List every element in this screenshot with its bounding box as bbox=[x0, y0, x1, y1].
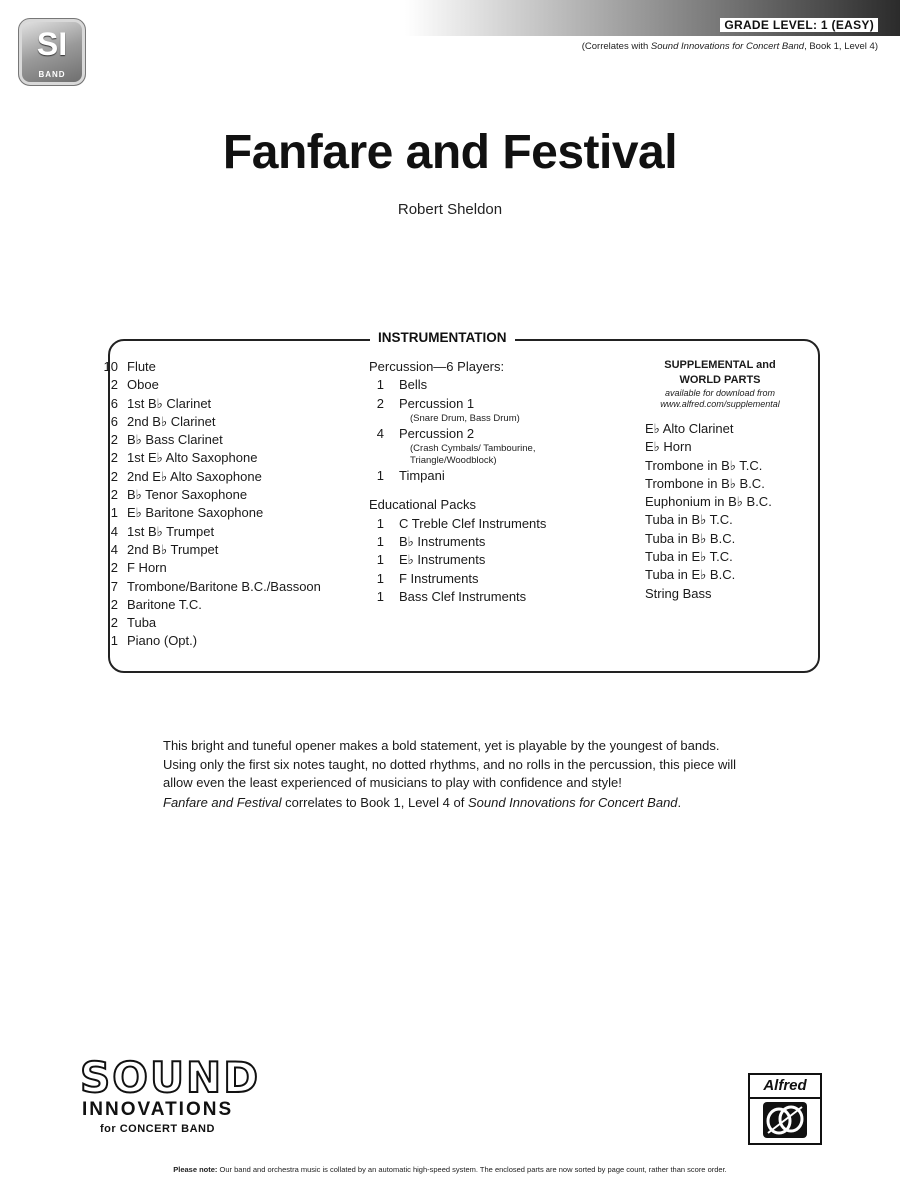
logo-line-2: INNOVATIONS bbox=[82, 1099, 234, 1120]
part-name: 2nd B♭ Clarinet bbox=[127, 413, 216, 429]
wind-part-row bbox=[98, 468, 321, 486]
educational-title: Educational Packs bbox=[369, 497, 476, 513]
part-name: B♭ Instruments bbox=[399, 534, 486, 550]
supplemental-note bbox=[645, 388, 795, 410]
part-name: F Horn bbox=[127, 560, 167, 576]
educational-row bbox=[369, 570, 546, 588]
part-qty: 2 bbox=[110, 560, 118, 576]
wind-part-row bbox=[98, 541, 321, 559]
wind-part-row bbox=[98, 358, 321, 376]
part-name: 1st E♭ Alto Saxophone bbox=[127, 450, 258, 466]
correlates-suffix: , Book 1, Level 4) bbox=[804, 41, 878, 52]
si-logo-text: SI bbox=[36, 26, 68, 62]
part-qty: 2 bbox=[110, 377, 118, 393]
part-qty: 1 bbox=[376, 552, 384, 568]
part-name: 1st B♭ Trumpet bbox=[127, 523, 215, 539]
alfred-music-icon bbox=[762, 1101, 808, 1139]
supplemental-row: String Bass bbox=[645, 585, 712, 601]
supplemental-row: Trombone in B♭ T.C. bbox=[645, 457, 763, 473]
logo-line-1: SOUND bbox=[80, 1053, 261, 1102]
footnote-text: Our band and orchestra music is collated by an automatic high-speed system. The enclosed parts are now sorted by page count, rather than score order. bbox=[217, 1165, 727, 1174]
part-name: Oboe bbox=[127, 377, 159, 393]
sound-innovations-logo bbox=[80, 1053, 300, 1137]
part-name: Flute bbox=[127, 359, 156, 374]
part-name: B♭ Tenor Saxophone bbox=[127, 487, 248, 503]
footnote-label: Please note: bbox=[173, 1165, 218, 1174]
part-qty: 7 bbox=[110, 578, 118, 594]
wind-part-row bbox=[98, 504, 321, 522]
instrumentation-heading: INSTRUMENTATION bbox=[370, 330, 515, 345]
part-name: Tuba bbox=[127, 615, 157, 631]
wind-part-row bbox=[98, 523, 321, 541]
part-name: Bells bbox=[399, 377, 428, 393]
part-name: C Treble Clef Instruments bbox=[399, 515, 547, 531]
supplemental-title-1: SUPPLEMENTAL and bbox=[664, 359, 776, 371]
part-qty: 2 bbox=[110, 615, 118, 631]
supplemental-title-2: WORLD PARTS bbox=[679, 374, 761, 386]
page-title: Fanfare and Festival bbox=[222, 126, 678, 179]
part-name: Trombone/Baritone B.C./Bassoon bbox=[127, 578, 321, 594]
supplemental-row: E♭ Alto Clarinet bbox=[645, 421, 734, 436]
part-qty: 1 bbox=[376, 377, 384, 393]
description-paragraph-1: This bright and tuneful opener makes a bold statement, yet is playable by the youngest of bands. Using only the first six notes taught, no dotted rhythms, and no rolls in the percussion, this piece will allow even the least experienced of musicians to play with confidence and style! bbox=[163, 738, 737, 790]
wind-part-row bbox=[98, 376, 321, 394]
grade-level: GRADE LEVEL: 1 (EASY) bbox=[720, 18, 878, 32]
description-end: . bbox=[677, 794, 682, 810]
part-name: Piano (Opt.) bbox=[127, 633, 198, 649]
percussion-educational-list bbox=[369, 358, 546, 606]
description bbox=[163, 737, 753, 812]
part-name: Timpani bbox=[399, 468, 445, 484]
supplemental-row: Tuba in E♭ B.C. bbox=[645, 567, 736, 583]
part-qty: 4 bbox=[376, 425, 384, 441]
part-name: B♭ Bass Clarinet bbox=[127, 432, 223, 448]
supplemental-row: Trombone in B♭ B.C. bbox=[645, 475, 765, 491]
part-name: F Instruments bbox=[399, 570, 479, 586]
alfred-logo bbox=[748, 1073, 822, 1145]
percussion-row bbox=[369, 425, 546, 443]
alfred-name: Alfred bbox=[750, 1075, 820, 1099]
percussion-note: (Snare Drum, Bass Drum) bbox=[410, 412, 520, 424]
part-name: Baritone T.C. bbox=[127, 596, 202, 612]
part-qty: 10 bbox=[103, 359, 118, 374]
wind-part-row bbox=[98, 632, 321, 650]
part-qty: 2 bbox=[110, 596, 118, 612]
supplemental-note-1: available for download from bbox=[664, 388, 776, 398]
educational-row bbox=[369, 515, 546, 533]
si-band-logo bbox=[18, 18, 86, 86]
footnote bbox=[0, 1165, 900, 1174]
part-qty: 1 bbox=[376, 588, 384, 604]
part-qty: 1 bbox=[110, 505, 118, 521]
part-name: Percussion 2 bbox=[399, 425, 475, 441]
wind-parts-list bbox=[98, 358, 321, 651]
part-qty: 2 bbox=[376, 395, 384, 411]
part-qty: 2 bbox=[110, 432, 118, 448]
si-logo-sub: BAND bbox=[38, 70, 66, 79]
part-qty: 2 bbox=[110, 468, 118, 484]
educational-row bbox=[369, 533, 546, 551]
percussion-row bbox=[369, 467, 546, 485]
part-qty: 1 bbox=[376, 515, 384, 531]
supplemental-row: Tuba in E♭ T.C. bbox=[645, 549, 733, 565]
part-name: Bass Clef Instruments bbox=[399, 588, 527, 604]
part-name: 2nd B♭ Trumpet bbox=[127, 541, 219, 557]
part-name: E♭ Instruments bbox=[399, 552, 486, 568]
percussion-title: Percussion—6 Players: bbox=[369, 359, 505, 374]
wind-part-row bbox=[98, 431, 321, 449]
supplemental-row: Euphonium in B♭ B.C. bbox=[645, 494, 772, 510]
part-qty: 2 bbox=[110, 487, 118, 503]
correlates-note bbox=[582, 41, 878, 52]
supplemental-row: Tuba in B♭ B.C. bbox=[645, 530, 736, 546]
part-name: E♭ Baritone Saxophone bbox=[127, 505, 264, 521]
educational-row bbox=[369, 551, 546, 569]
correlates-book: Sound Innovations for Concert Band bbox=[650, 41, 805, 52]
wind-part-row bbox=[98, 395, 321, 413]
wind-part-row bbox=[98, 559, 321, 577]
percussion-row bbox=[369, 395, 546, 413]
part-qty: 1 bbox=[376, 534, 384, 550]
percussion-row bbox=[369, 376, 546, 394]
part-qty: 1 bbox=[376, 468, 384, 484]
logo-line-3: for CONCERT BAND bbox=[100, 1123, 215, 1135]
educational-row bbox=[369, 588, 546, 606]
composer-name: Robert Sheldon bbox=[397, 201, 503, 218]
part-name: Percussion 1 bbox=[399, 395, 475, 411]
percussion-note: (Crash Cymbals/ Tambourine, bbox=[410, 443, 536, 455]
wind-part-row bbox=[98, 486, 321, 504]
part-qty: 2 bbox=[110, 450, 118, 466]
supplemental-url: www.alfred.com/supplemental bbox=[660, 399, 780, 409]
wind-part-row bbox=[98, 614, 321, 632]
part-name: 2nd E♭ Alto Saxophone bbox=[127, 468, 262, 484]
description-piece-title: Fanfare and Festival bbox=[163, 794, 282, 810]
wind-part-row bbox=[98, 413, 321, 431]
part-qty: 1 bbox=[376, 570, 384, 586]
supplemental-list bbox=[645, 358, 795, 603]
supplemental-row: Tuba in B♭ T.C. bbox=[645, 512, 733, 528]
part-name: 1st B♭ Clarinet bbox=[127, 395, 212, 411]
description-paragraph-2 bbox=[163, 794, 753, 813]
supplemental-row: E♭ Horn bbox=[645, 439, 692, 455]
wind-part-row bbox=[98, 596, 321, 614]
wind-part-row bbox=[98, 578, 321, 596]
part-qty: 4 bbox=[110, 541, 118, 557]
percussion-note: Triangle/Woodblock) bbox=[410, 455, 497, 467]
description-book: Sound Innovations for Concert Band bbox=[467, 794, 678, 810]
wind-part-row bbox=[98, 449, 321, 467]
correlates-prefix: (Correlates with bbox=[581, 41, 651, 52]
part-qty: 4 bbox=[110, 523, 118, 539]
part-qty: 6 bbox=[110, 413, 118, 429]
part-qty: 6 bbox=[110, 395, 118, 411]
part-qty: 1 bbox=[110, 633, 118, 649]
description-middle: correlates to Book 1, Level 4 of bbox=[281, 794, 468, 810]
